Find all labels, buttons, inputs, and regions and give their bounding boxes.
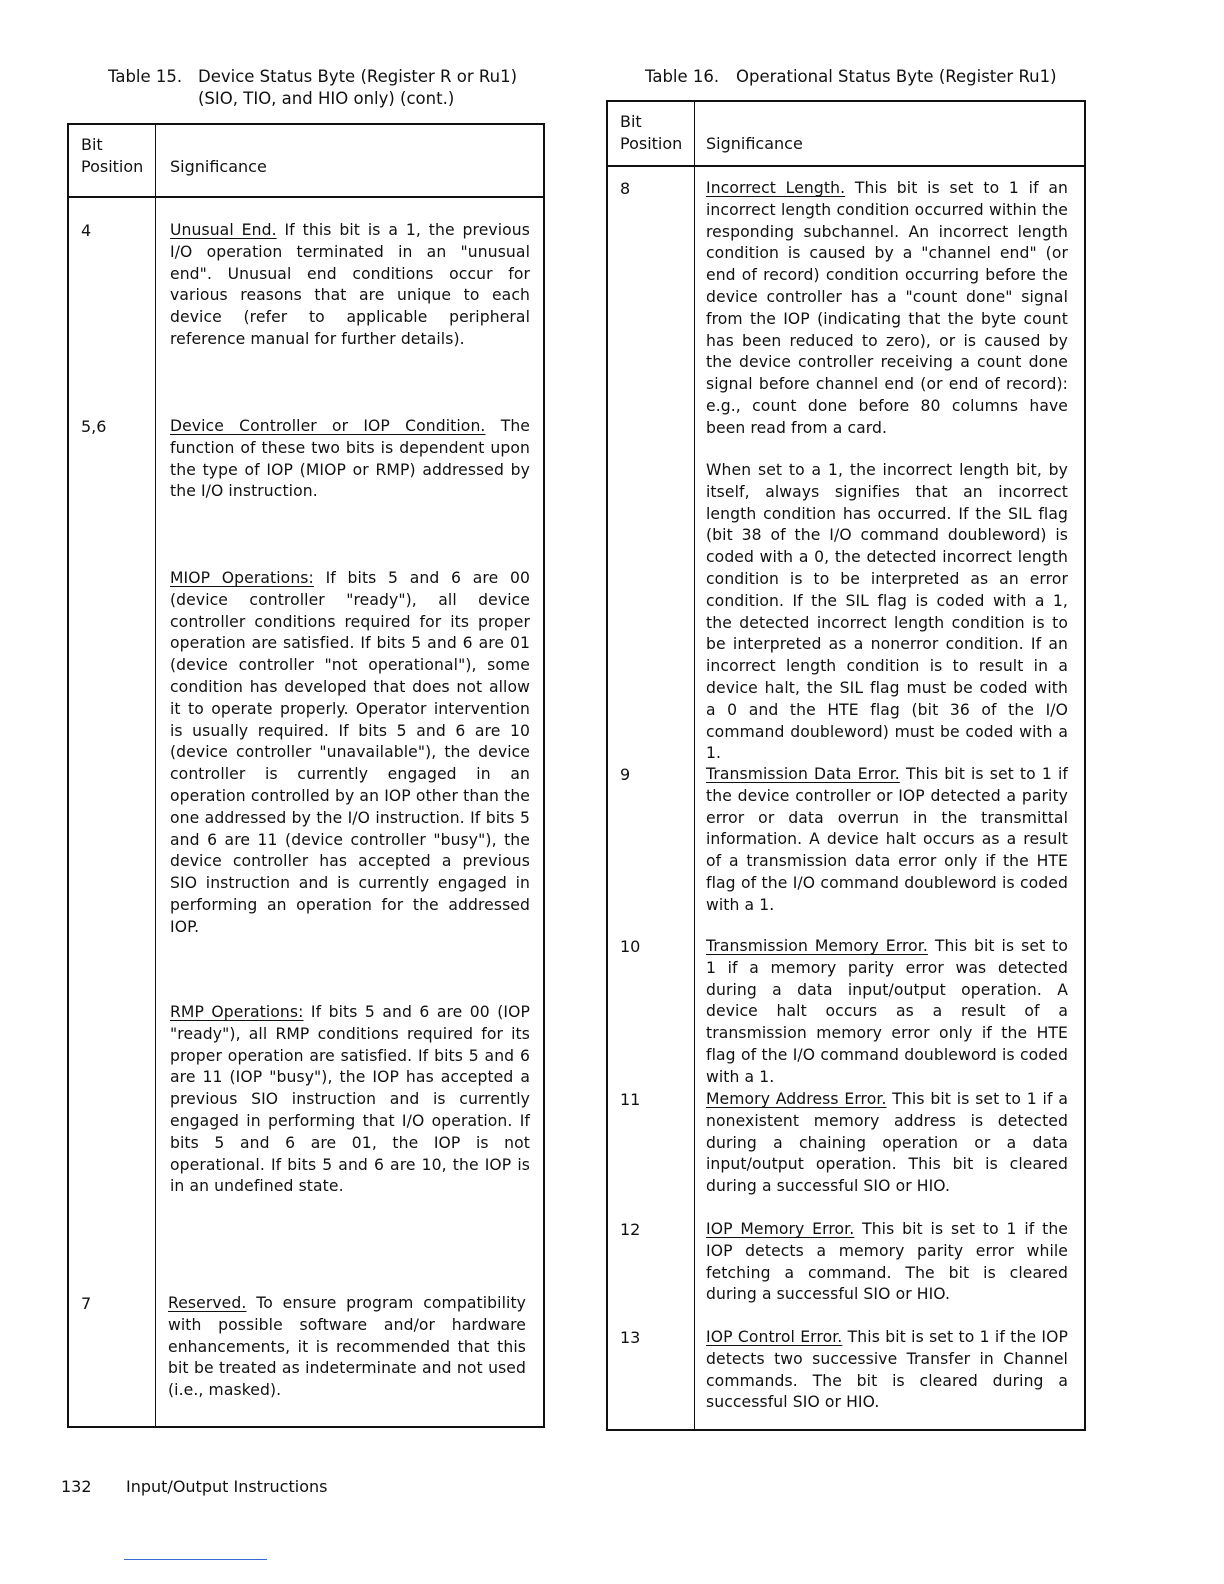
right-row-significance bbox=[706, 1219, 1068, 1306]
left-row-position: 5,6 bbox=[81, 417, 107, 436]
right-row-significance bbox=[706, 1327, 1068, 1414]
row-title: Transmission Data Error. bbox=[706, 765, 900, 783]
left-row-significance bbox=[170, 220, 530, 351]
row-text: The function of these two bits is dependent upon the type of IOP (MIOP or RMP) addressed by the I/O instruction. bbox=[170, 417, 530, 501]
right-header-significance: Significance bbox=[706, 134, 803, 153]
row-text: When set to a 1, the incorrect length bit, by itself, always signifies that an incorrect length condition has occurred. If the SIL flag (bit 38 of the I/O command doubleword) is coded with a 0, the detected incorrect length condition is to be interpreted as an error condition. If the SIL flag is coded with a 1, the detected incorrect length condition is to be interpreted as a nonerror condition. If an incorrect length condition is to result in a device halt, the SIL flag must be coded with a 0 and the HTE flag (bit 36 of the I/O command doubleword) must be coded with a 1. bbox=[706, 461, 1068, 763]
left-table-title-line1: Device Status Byte (Register R or Ru1) bbox=[198, 67, 518, 86]
row-text: This bit is set to 1 if the device controller or IOP detected a parity error or data overrun in the transmittal information. A device halt occurs as a result of a transmission data error only if the HTE flag of the I/O command doubleword is coded with a 1. bbox=[706, 765, 1068, 914]
row-text: This bit is set to 1 if a nonexistent memory address is detected during a chaining operation or a data input/output operation. This bit is cleared during a successful SIO or HIO. bbox=[706, 1090, 1068, 1196]
row-text: To ensure program compatibility with possible software and/or hardware enhancements, it is recommended that this bit be treated as indeterminate and not used (i.e., masked). bbox=[168, 1294, 526, 1400]
left-row-significance-rmp bbox=[170, 1002, 530, 1198]
row-title: IOP Control Error. bbox=[706, 1328, 843, 1346]
row-title: Memory Address Error. bbox=[706, 1090, 887, 1108]
page-number: 132 bbox=[61, 1477, 92, 1496]
row-title: RMP Operations: bbox=[170, 1003, 304, 1021]
row-text: This bit is set to 1 if the IOP detects two successive Transfer in Channel commands. The bit is cleared during a successful SIO or HIO. bbox=[706, 1328, 1068, 1412]
footer-rule bbox=[124, 1559, 267, 1560]
row-title: Incorrect Length. bbox=[706, 179, 846, 197]
left-row-significance bbox=[168, 1293, 526, 1402]
row-title: Reserved. bbox=[168, 1294, 247, 1312]
row-text: This bit is set to 1 if the IOP detects a memory parity error while fetching a command. The bit is cleared during a successful SIO or HIO. bbox=[706, 1220, 1069, 1304]
right-row-significance bbox=[706, 936, 1068, 1089]
right-table-caption bbox=[645, 66, 1057, 88]
right-row-position: 8 bbox=[620, 179, 631, 198]
left-header-bit-position: Bit Position bbox=[81, 135, 144, 176]
left-header-significance: Significance bbox=[170, 157, 267, 176]
footer-section-title: Input/Output Instructions bbox=[126, 1477, 328, 1496]
right-row-position: 13 bbox=[620, 1328, 641, 1347]
right-table bbox=[606, 100, 1086, 1431]
right-row-position: 11 bbox=[620, 1090, 641, 1109]
row-text: If this bit is a 1, the previous I/O operation terminated in an "unusual end". Unusual end conditions occur for various reasons that are unique to each device (refer to applicable peripheral reference manual for further details). bbox=[170, 221, 530, 348]
row-title: IOP Memory Error. bbox=[706, 1220, 855, 1238]
row-text: If bits 5 and 6 are 00 (IOP "ready"), all RMP conditions required for its proper operation are satisfied. If bits 5 and 6 are 11 (IOP "busy"), the IOP has accepted a previous SIO instruction and is currently engaged in performing that I/O operation. If bits 5 and 6 are 01, the IOP is not operational. If bits 5 and 6 are 10, the IOP is in an undefined state. bbox=[170, 1003, 530, 1196]
row-text: This bit is set to 1 if an incorrect length condition occurred within the responding subchannel. An incorrect length condition is caused by a "channel end" (or end of record) condition occurring before the device controller has a "count done" signal from the IOP (indicating that the byte count has been reduced to zero), or is caused by the device controller receiving a count done signal before channel end (or end of record): e.g., count done before 80 columns have been read from a card. bbox=[706, 179, 1068, 437]
row-title: Transmission Memory Error. bbox=[706, 937, 928, 955]
left-table-number: Table 15. bbox=[108, 67, 183, 86]
right-row-significance bbox=[706, 178, 1068, 440]
row-title: Unusual End. bbox=[170, 221, 277, 239]
right-table-title-line1: Operational Status Byte (Register Ru1) bbox=[736, 67, 1057, 86]
right-table-number: Table 16. bbox=[645, 67, 720, 86]
right-row-position: 12 bbox=[620, 1220, 641, 1239]
left-row-significance bbox=[170, 416, 530, 503]
row-title: MIOP Operations: bbox=[170, 569, 314, 587]
right-row-significance-cont bbox=[706, 460, 1068, 765]
left-row-position: 4 bbox=[81, 221, 92, 240]
row-text: This bit is set to 1 if a memory parity error was detected during a data input/output operation. A device halt occurs as a result of a transmission memory error only if the HTE flag of the I/O command doubleword is coded with a 1. bbox=[706, 937, 1069, 1086]
left-row-position: 7 bbox=[81, 1294, 92, 1313]
left-table-title-line2: (SIO, TIO, and HIO only) (cont.) bbox=[198, 89, 455, 108]
left-row-significance-miop bbox=[170, 568, 530, 939]
left-table-caption bbox=[108, 66, 517, 88]
right-row-significance bbox=[706, 764, 1068, 917]
row-title: Device Controller or IOP Condition. bbox=[170, 417, 486, 435]
row-text: If bits 5 and 6 are 00 (device controller "ready"), all device controller conditions required for its proper operation are satisfied. If bits 5 and 6 are 01 (device controller "not operational"), some condition has developed that does not allow it to operate properly. Operator intervention is usually required. If bits 5 and 6 are 10 (device controller "unavailable"), the device controller is currently engaged in an operation controlled by an IOP other than the one addressed by the I/O instruction. If bits 5 and 6 are 11 (device controller "busy"), the device controller has accepted a previous SIO instruction and is currently engaged in performing an operation for the addressed IOP. bbox=[170, 569, 530, 936]
right-row-significance bbox=[706, 1089, 1068, 1198]
right-header-bit-position: Bit Position bbox=[620, 112, 683, 153]
left-table bbox=[67, 123, 545, 1428]
right-row-position: 9 bbox=[620, 765, 631, 784]
right-row-position: 10 bbox=[620, 937, 641, 956]
